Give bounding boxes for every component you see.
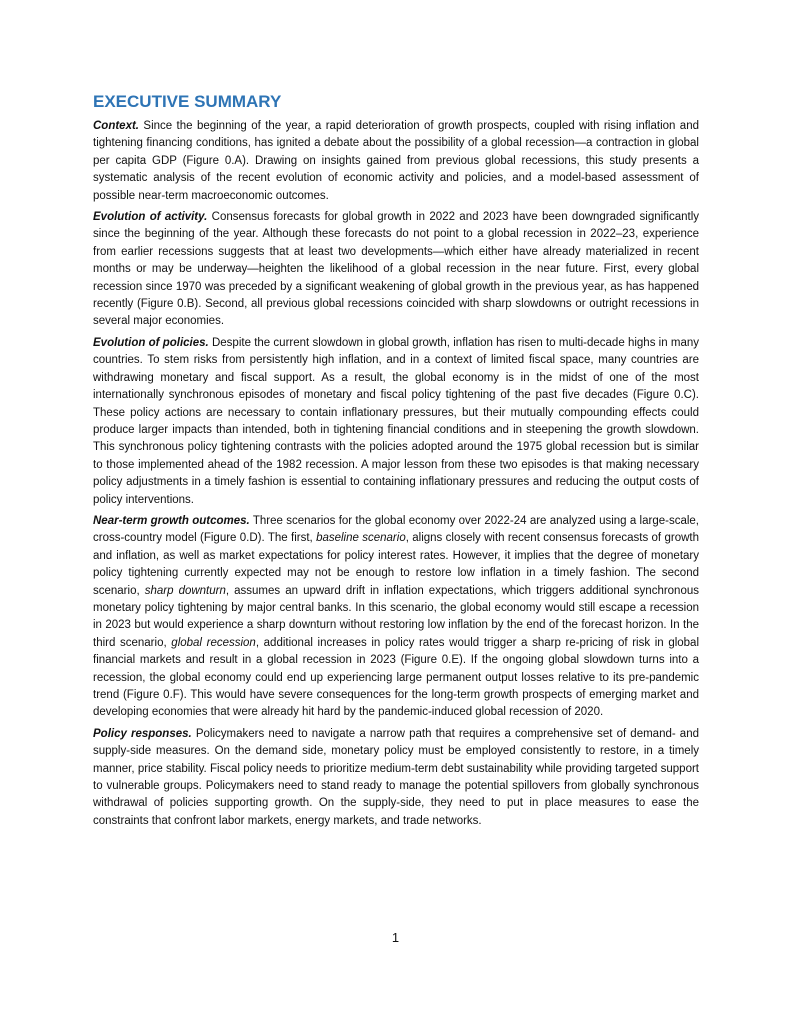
section-evolution-of-activity (93, 209, 699, 331)
document-page (93, 92, 699, 834)
section-body-part: , aligns closely with recent consensus forecasts of growth and inflation, as well as market expectations for policy interest rates. However, it implies that the degree of monetary policy tightening currently expected may not be enough to restore low inflation in a timely fashion. The second scenario, (93, 532, 699, 597)
section-evolution-of-policies (93, 335, 699, 509)
section-body: Consensus forecasts for global growth in 2022 and 2023 have been downgraded significantly since the beginning of the year. Although these forecasts do not point to a global recession in 2022–23, experience from earlier recessions suggests that at least two developments—which either have already materialized in recent months or may be underway—heighten the likelihood of a global recession in the near future. First, every global recession since 1970 was preceded by a significant weakening of global growth in the previous year, as has happened recently (Figure 0.B). Second, all previous global recessions coincided with sharp slowdowns or outright recessions in several major economies. (93, 211, 699, 328)
page-title: EXECUTIVE SUMMARY (93, 92, 282, 111)
section-body-part: , additional increases in policy rates would trigger a sharp re-pricing of risk in global financial markets and result in a global recession in 2023 (Figure 0.E). If the ongoing global slowdown turns into a recession, the global economy could end up experiencing large permanent output losses relative to its pre-pandemic trend (Figure 0.F). This would have severe consequences for the long-term growth prospects of emerging market and developing economies that were already hit hard by the pandemic-induced global recession of 2020. (93, 636, 700, 719)
section-lead: Evolution of policies. (93, 336, 209, 349)
sharp-downturn-term: sharp downturn (144, 584, 226, 597)
baseline-scenario-term: baseline scenario (316, 532, 406, 545)
section-lead: Context. (93, 120, 139, 132)
section-body: Since the beginning of the year, a rapid deterioration of growth prospects, coupled with rising inflation and tightening financing conditions, has ignited a debate about the possibility of a global recession—a contraction in global per capita GDP (Figure 0.A). Drawing on insights gained from previous global recessions, this study presents a systematic analysis of the recent evolution of economic activity and policies, and a model-based assessment of possible near-term macroeconomic outcomes. (93, 120, 699, 202)
section-body-part: Three scenarios for the global economy over 2022-24 are analyzed using a large-scale, cross-country model (Figure 0.D). The first, (93, 514, 699, 545)
section-lead: Near-term growth outcomes. (93, 514, 250, 527)
section-body: Policymakers need to navigate a narrow path that requires a comprehensive set of demand- and supply-side measures. On the demand side, monetary policy must be employed consistently to restore, in a timely manner, price stability. Fiscal policy needs to prioritize medium-term debt sustainability while providing targeted support to vulnerable groups. Policymakers need to stand ready to manage the potential spillovers from globally synchronous withdrawal of policies supporting growth. On the supply-side, they need to put in place measures to ease the constraints that confront labor markets, energy markets, and trade networks. (93, 727, 699, 827)
global-recession-term: global recession (171, 636, 256, 649)
section-policy-responses (93, 726, 699, 830)
section-lead: Evolution of activity. (93, 211, 208, 224)
section-lead: Policy responses. (93, 727, 192, 740)
section-body-part: , assumes an upward drift in inflation expectations, which triggers additional synchronous monetary policy tightening by major central banks. In this scenario, the global economy would still escape a recession in 2023 but would experience a sharp downturn without restoring low inflation by the end of the forecast horizon. In the third scenario, (93, 584, 699, 649)
section-near-term-growth-outcomes (93, 513, 699, 722)
section-body: Despite the current slowdown in global growth, inflation has risen to multi-decade highs in many countries. To stem risks from persistently high inflation, and in a context of limited fiscal space, many countries are withdrawing monetary and fiscal support. As a result, the global economy is in the midst of one of the most internationally synchronous episodes of monetary and fiscal policy tightening of the past five decades (Figure 0.C). These policy actions are necessary to contain inflationary pressures, but their mutually compounding effects could produce larger impacts than intended, both in tightening financial conditions and in steepening the growth slowdown. This synchronous policy tightening contrasts with the policies adopted around the 1975 global recession but is similar to those implemented ahead of the 1982 recession. A major lesson from these two episodes is that making necessary policy adjustments in a timely fashion is essential to containing inflationary pressures and reducing the output costs of policy interventions. (93, 336, 699, 506)
page-number: 1 (391, 930, 400, 945)
section-context (93, 118, 699, 205)
